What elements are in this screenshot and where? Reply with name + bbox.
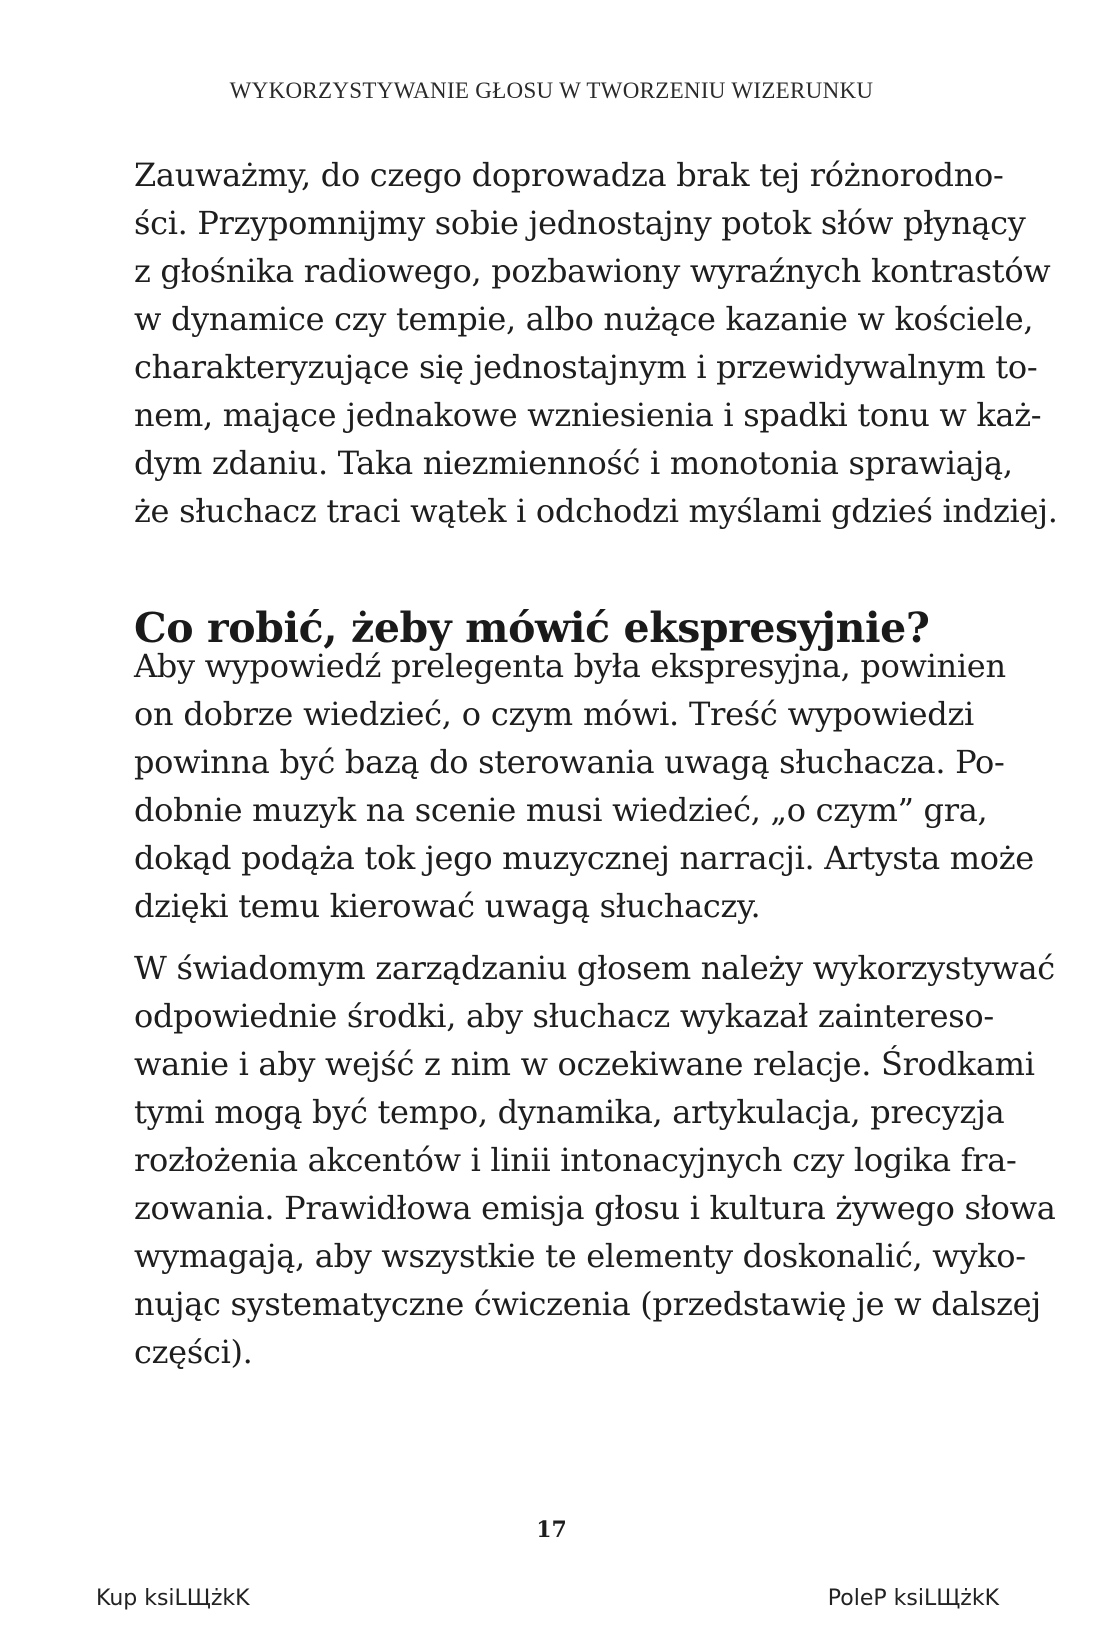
text-line: dzięki temu kierować uwagą słuchaczy.: [134, 887, 761, 925]
text-line: odpowiednie środki, aby słuchacz wykazał zaintereso-: [134, 997, 994, 1035]
text-line: Zauważmy, do czego doprowadza brak tej różnorodno-: [134, 156, 1004, 194]
text-line: Aby wypowiedź prelegenta była ekspresyjna, powinien: [134, 647, 1006, 685]
text-line: charakteryzujące się jednostajnym i przewidywalnym to-: [134, 348, 1038, 386]
text-line: W świadomym zarządzaniu głosem należy wykorzystywać: [134, 949, 1055, 987]
buy-book-link[interactable]: Kup ksiLЩżkK: [96, 1586, 250, 1611]
text-line: powinna być bazą do sterowania uwagą słuchacza. Po-: [134, 743, 1005, 781]
text-line: nując systematyczne ćwiczenia (przedstawię je w dalszej: [134, 1285, 1041, 1323]
page-number: 17: [536, 1517, 567, 1543]
text-line: nem, mające jednakowe wzniesienia i spadki tonu w każ-: [134, 396, 1042, 434]
recommend-book-link[interactable]: PoleP ksiLЩżkK: [827, 1586, 999, 1611]
section-heading: Co robić, żeby mówić ekspresyjnie?: [134, 604, 930, 652]
text-line: że słuchacz traci wątek i odchodzi myślami gdzieś indziej.: [134, 492, 1058, 530]
paragraph-1: [134, 151, 1058, 535]
text-line: części).: [134, 1333, 253, 1371]
paragraph-2: [134, 642, 1034, 930]
text-line: dobnie muzyk na scenie musi wiedzieć, „o czym” gra,: [134, 791, 988, 829]
text-line: on dobrze wiedzieć, o czym mówi. Treść wypowiedzi: [134, 695, 974, 733]
text-line: rozłożenia akcentów i linii intonacyjnych czy logika fra-: [134, 1141, 1017, 1179]
paragraph-3: [134, 944, 1056, 1376]
text-line: z głośnika radiowego, pozbawiony wyraźnych kontrastów: [134, 252, 1051, 290]
text-line: ści. Przypomnijmy sobie jednostajny potok słów płynący: [134, 204, 1026, 242]
text-line: wymagają, aby wszystkie te elementy doskonalić, wyko-: [134, 1237, 1026, 1275]
running-header: WYKORZYSTYWANIE GŁOSU W TWORZENIU WIZERUNKU: [229, 78, 874, 103]
text-line: dym zdaniu. Taka niezmienność i monotonia sprawiają,: [134, 444, 1013, 482]
text-line: zowania. Prawidłowa emisja głosu i kultura żywego słowa: [134, 1189, 1056, 1227]
text-line: w dynamice czy tempie, albo nużące kazanie w kościele,: [134, 300, 1034, 338]
text-line: wanie i aby wejść z nim w oczekiwane relacje. Środkami: [134, 1045, 1035, 1083]
text-line: dokąd podąża tok jego muzycznej narracji. Artysta może: [134, 839, 1034, 877]
text-line: tymi mogą być tempo, dynamika, artykulacja, precyzja: [134, 1093, 1005, 1131]
